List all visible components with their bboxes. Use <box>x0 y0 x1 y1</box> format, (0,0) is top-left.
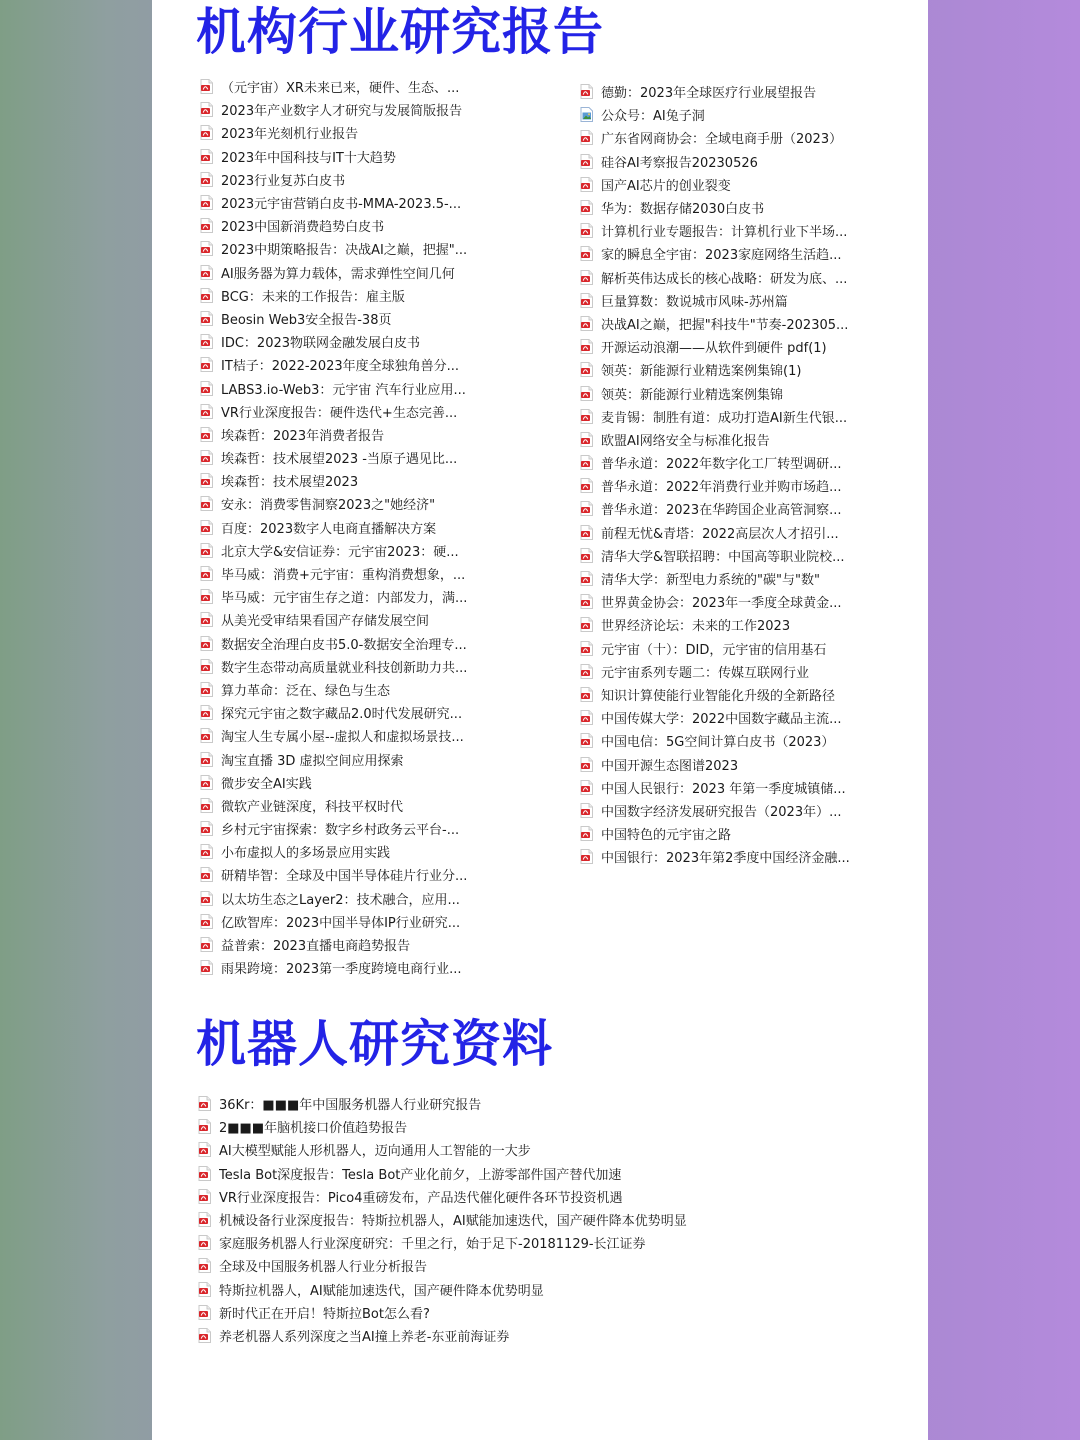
file-name: 知识计算使能行业智能化升级的全新路径 <box>601 688 836 704</box>
pdf-icon <box>200 914 213 929</box>
pdf-icon <box>200 520 213 535</box>
file-name: 2023中期策略报告：决战AI之巅，把握"... <box>221 243 468 259</box>
file-name: 小布虚拟人的多场景应用实践 <box>221 846 391 862</box>
file-list-left-item[interactable] <box>200 933 530 956</box>
file-list-right-item[interactable] <box>580 428 920 451</box>
file-name: 微步安全AI实践 <box>221 776 312 792</box>
file-list-left-item[interactable] <box>200 678 530 701</box>
file-name: 决战AI之巅，把握"科技牛"节奏-202305... <box>601 317 849 333</box>
file-name: 2023年产业数字人才研究与发展简版报告 <box>221 104 463 120</box>
pdf-icon <box>200 752 213 767</box>
file-name: 机械设备行业深度报告：特斯拉机器人，AI赋能加速迭代，国产硬件降本优势明显 <box>219 1214 687 1230</box>
file-name: 麦肯锡：制胜有道：成功打造AI新生代银... <box>601 410 848 426</box>
file-name: 前程无忧&青塔：2022高层次人才招引... <box>601 526 839 542</box>
pdf-icon <box>580 316 593 331</box>
file-name: 数字生态带动高质量就业科技创新助力共... <box>221 660 468 676</box>
pdf-icon <box>200 705 213 720</box>
file-list-robots-item[interactable] <box>198 1278 758 1301</box>
pdf-icon <box>200 125 213 140</box>
pdf-icon <box>580 826 593 841</box>
file-name: Tesla Bot深度报告：Tesla Bot产业化前夕，上游零部件国产替代加速 <box>219 1167 622 1183</box>
pdf-icon <box>198 1212 211 1227</box>
file-name: 算力革命：泛在、绿色与生态 <box>221 683 391 699</box>
file-name: 硅谷AI考察报告20230526 <box>601 155 758 171</box>
file-name: 特斯拉机器人，AI赋能加速迭代，国产硬件降本优势明显 <box>219 1283 544 1299</box>
file-list-right-item[interactable] <box>580 567 920 590</box>
file-list-robots-item[interactable] <box>198 1115 758 1138</box>
file-name: 巨量算数：数说城市风味-苏州篇 <box>601 294 788 310</box>
file-name: 埃森哲：技术展望2023 <box>221 475 359 491</box>
file-list-left-item[interactable] <box>200 887 530 910</box>
file-name: 国产AI芯片的创业裂变 <box>601 178 731 194</box>
pdf-icon <box>580 687 593 702</box>
pdf-icon <box>200 218 213 233</box>
file-list-right-item[interactable] <box>580 706 920 729</box>
file-list-right-item[interactable] <box>580 660 920 683</box>
file-name: 雨果跨境：2023第一季度跨境电商行业... <box>221 962 462 978</box>
pdf-icon <box>198 1096 211 1111</box>
file-name: 元宇宙系列专题二：传媒互联网行业 <box>601 665 810 681</box>
file-name: 北京大学&安信证券：元宇宙2023：硬... <box>221 544 459 560</box>
pdf-icon <box>200 427 213 442</box>
file-list-right-item[interactable] <box>580 103 920 126</box>
pdf-icon <box>200 636 213 651</box>
pdf-icon <box>580 594 593 609</box>
file-name: 中国人民银行：2023 年第一季度城镇储... <box>601 781 846 797</box>
file-list-left-item[interactable] <box>200 724 530 747</box>
file-name: 微软产业链深度，科技平权时代 <box>221 799 404 815</box>
file-list-right-item[interactable] <box>580 405 920 428</box>
pdf-icon <box>580 246 593 261</box>
file-name: 百度：2023数字人电商直播解决方案 <box>221 521 437 537</box>
pdf-icon <box>200 798 213 813</box>
file-list-right-item[interactable] <box>580 776 920 799</box>
pdf-icon <box>200 149 213 164</box>
file-list-robots-item[interactable] <box>198 1301 758 1324</box>
file-name: 全球及中国服务机器人行业分析报告 <box>219 1260 428 1276</box>
file-name: 普华永道：2022年消费行业并购市场趋... <box>601 480 842 496</box>
file-list-robots-item[interactable] <box>198 1208 758 1231</box>
pdf-icon <box>580 733 593 748</box>
file-list-left-item[interactable] <box>200 469 530 492</box>
file-list-right-item[interactable] <box>580 289 920 312</box>
file-name: 2023中国新消费趋势白皮书 <box>221 220 385 236</box>
file-name: 世界黄金协会：2023年一季度全球黄金... <box>601 596 842 612</box>
file-list-left-item[interactable] <box>200 562 530 585</box>
file-name: 2023年光刻机行业报告 <box>221 127 359 143</box>
pdf-icon <box>198 1305 211 1320</box>
file-list-robots-item[interactable] <box>198 1254 758 1277</box>
pdf-icon <box>580 154 593 169</box>
file-name: 计算机行业专题报告：计算机行业下半场... <box>601 225 848 241</box>
file-name: 从美光受审结果看国产存储发展空间 <box>221 614 430 630</box>
pdf-icon <box>580 362 593 377</box>
file-name: 开源运动浪潮——从软件到硬件 pdf(1) <box>601 341 827 357</box>
file-list-left-item[interactable] <box>200 585 530 608</box>
file-name: 益普索：2023直播电商趋势报告 <box>221 939 411 955</box>
file-list-right-item[interactable] <box>580 335 920 358</box>
pdf-icon <box>200 612 213 627</box>
pdf-icon <box>200 357 213 372</box>
file-name: 清华大学&智联招聘：中国高等职业院校... <box>601 549 845 565</box>
file-name: VR行业深度报告：Pico4重磅发布，产品迭代催化硬件各环节投资机遇 <box>219 1190 623 1206</box>
pdf-icon <box>200 543 213 558</box>
file-list-left-item[interactable] <box>200 330 530 353</box>
pdf-icon <box>580 617 593 632</box>
file-list-right-item[interactable] <box>580 173 920 196</box>
pdf-icon <box>200 334 213 349</box>
pdf-icon <box>580 501 593 516</box>
file-list-left-item[interactable] <box>200 237 530 260</box>
file-list-left-item[interactable] <box>200 446 530 469</box>
file-name: 普华永道：2022年数字化工厂转型调研... <box>601 457 842 473</box>
file-name: 元宇宙（十）：DID，元宇宙的信用基石 <box>601 642 827 658</box>
file-list-left-item[interactable] <box>200 145 530 168</box>
file-list-right-item[interactable] <box>580 242 920 265</box>
file-list-right-item[interactable] <box>580 521 920 544</box>
file-name: AI服务器为算力载体，需求弹性空间几何 <box>221 266 455 282</box>
file-name: 2023行业复苏白皮书 <box>221 173 346 189</box>
file-name: 世界经济论坛：未来的工作2023 <box>601 619 791 635</box>
file-list-left-item[interactable] <box>200 284 530 307</box>
pdf-icon <box>198 1328 211 1343</box>
file-list-right-item[interactable] <box>580 451 920 474</box>
file-list-robots <box>198 1092 758 1347</box>
file-list-robots-item[interactable] <box>198 1324 758 1347</box>
file-name: 欧盟AI网络安全与标准化报告 <box>601 433 770 449</box>
file-list-left-item[interactable] <box>200 492 530 515</box>
file-name: 2■■■年脑机接口价值趋势报告 <box>219 1121 408 1137</box>
pdf-icon <box>580 780 593 795</box>
pdf-icon <box>580 849 593 864</box>
file-name: 中国开源生态图谱2023 <box>601 758 739 774</box>
pdf-icon <box>580 525 593 540</box>
pdf-icon <box>200 937 213 952</box>
pdf-icon <box>580 478 593 493</box>
pdf-icon <box>580 803 593 818</box>
pdf-icon <box>200 195 213 210</box>
file-name: LABS3.io-Web3：元宇宙 汽车行业应用... <box>221 382 466 398</box>
file-name: 2023年中国科技与IT十大趋势 <box>221 150 396 166</box>
file-list-left-item[interactable] <box>200 539 530 562</box>
pdf-icon <box>580 664 593 679</box>
file-list-right <box>580 80 920 868</box>
file-name: 家庭服务机器人行业深度研究：千里之行，始于足下-20181129-长江证券 <box>219 1237 646 1253</box>
pdf-icon <box>198 1282 211 1297</box>
file-name: 中国银行：2023年第2季度中国经济金融... <box>601 851 850 867</box>
pdf-icon <box>200 404 213 419</box>
file-name: 中国数字经济发展研究报告（2023年）... <box>601 804 842 820</box>
file-list-left-item[interactable] <box>200 75 530 98</box>
file-list-left-item[interactable] <box>200 214 530 237</box>
file-name: AI大模型赋能人形机器人，迈向通用人工智能的一大步 <box>219 1144 531 1160</box>
pdf-icon <box>200 589 213 604</box>
file-name: 探究元宇宙之数字藏品2.0时代发展研究... <box>221 707 463 723</box>
pdf-icon <box>198 1258 211 1273</box>
file-list-right-item[interactable] <box>580 80 920 103</box>
file-name: 淘宝直播 3D 虚拟空间应用探索 <box>221 753 404 769</box>
file-list-right-item[interactable] <box>580 799 920 822</box>
file-list-right-item[interactable] <box>580 822 920 845</box>
image-file-icon <box>580 107 593 122</box>
file-name: 埃森哲：技术展望2023 -当原子遇见比... <box>221 452 458 468</box>
pdf-icon <box>200 844 213 859</box>
file-list-right-item[interactable] <box>580 683 920 706</box>
pdf-icon <box>580 409 593 424</box>
pdf-icon <box>200 473 213 488</box>
pdf-icon <box>200 102 213 117</box>
section-title-robot-research: 机器人研究资料 <box>196 1015 553 1073</box>
file-list-left-item[interactable] <box>200 701 530 724</box>
file-list-left <box>200 75 530 979</box>
file-name: 中国电信：5G空间计算白皮书（2023） <box>601 735 835 751</box>
file-list-left-item[interactable] <box>200 794 530 817</box>
file-list-left-item[interactable] <box>200 956 530 979</box>
file-list-left-item[interactable] <box>200 817 530 840</box>
file-name: 亿欧智库：2023中国半导体IP行业研究... <box>221 915 461 931</box>
file-list-robots-item[interactable] <box>198 1185 758 1208</box>
file-name: 新时代正在开启！特斯拉Bot怎么看? <box>219 1306 430 1322</box>
file-list-left-item[interactable] <box>200 121 530 144</box>
file-name: 解析英伟达成长的核心战略：研发为底、... <box>601 271 848 287</box>
file-name: 中国特色的元宇宙之路 <box>601 828 732 844</box>
file-list-right-item[interactable] <box>580 590 920 613</box>
file-name: 毕马威：消费+元宇宙：重构消费想象，... <box>221 568 466 584</box>
file-name: 2023元宇宙营销白皮书-MMA-2023.5-... <box>221 197 462 213</box>
file-name: 德勤：2023年全球医疗行业展望报告 <box>601 86 817 102</box>
file-list-right-item[interactable] <box>580 752 920 775</box>
pdf-icon <box>580 432 593 447</box>
file-list-left-item[interactable] <box>200 423 530 446</box>
file-list-right-item[interactable] <box>580 312 920 335</box>
file-list-left-item[interactable] <box>200 307 530 330</box>
file-list-left-item[interactable] <box>200 516 530 539</box>
file-name: IT桔子：2022-2023年度全球独角兽分... <box>221 359 460 375</box>
pdf-icon <box>580 571 593 586</box>
pdf-icon <box>200 891 213 906</box>
pdf-icon <box>200 960 213 975</box>
file-list-right-item[interactable] <box>580 544 920 567</box>
document-page <box>152 0 928 1440</box>
pdf-icon <box>580 270 593 285</box>
file-list-right-item[interactable] <box>580 497 920 520</box>
pdf-icon <box>200 775 213 790</box>
file-list-left-item[interactable] <box>200 400 530 423</box>
file-list-left-item[interactable] <box>200 863 530 886</box>
pdf-icon <box>580 710 593 725</box>
pdf-icon <box>580 130 593 145</box>
pdf-icon <box>198 1142 211 1157</box>
file-name: BCG：未来的工作报告：雇主版 <box>221 289 405 305</box>
file-name: 广东省网商协会：全域电商手册（2023） <box>601 132 843 148</box>
pdf-icon <box>200 172 213 187</box>
file-list-left-item[interactable] <box>200 771 530 794</box>
file-name: 埃森哲：2023年消费者报告 <box>221 428 385 444</box>
pdf-icon <box>200 659 213 674</box>
pdf-icon <box>580 84 593 99</box>
file-list-left-item[interactable] <box>200 608 530 631</box>
file-list-robots-item[interactable] <box>198 1231 758 1254</box>
file-name: 36Kr：■■■年中国服务机器人行业研究报告 <box>219 1098 482 1114</box>
file-list-left-item[interactable] <box>200 353 530 376</box>
pdf-icon <box>198 1119 211 1134</box>
pdf-icon <box>580 200 593 215</box>
file-name: 公众号：AI兔子洞 <box>601 109 705 125</box>
file-list-left-item[interactable] <box>200 747 530 770</box>
pdf-icon <box>200 79 213 94</box>
file-name: 清华大学：新型电力系统的"碳"与"数" <box>601 573 820 589</box>
file-name: VR行业深度报告：硬件迭代+生态完善... <box>221 405 458 421</box>
pdf-icon <box>200 728 213 743</box>
file-list-right-item[interactable] <box>580 358 920 381</box>
file-name: 安永：消费零售洞察2023之"她经济" <box>221 498 436 514</box>
pdf-icon <box>200 311 213 326</box>
pdf-icon <box>580 455 593 470</box>
file-list-right-item[interactable] <box>580 266 920 289</box>
file-name: 华为：数据存储2030白皮书 <box>601 202 765 218</box>
file-list-right-item[interactable] <box>580 613 920 636</box>
pdf-icon <box>200 821 213 836</box>
pdf-icon <box>580 293 593 308</box>
file-name: 数据安全治理白皮书5.0-数据安全治理专... <box>221 637 467 653</box>
file-name: 普华永道：2023在华跨国企业高管洞察... <box>601 503 842 519</box>
file-name: Beosin Web3安全报告-38页 <box>221 312 392 328</box>
file-list-left-item[interactable] <box>200 632 530 655</box>
file-list-left-item[interactable] <box>200 191 530 214</box>
file-name: （元宇宙）XR未来已来，硬件、生态、... <box>221 81 460 97</box>
file-name: 中国传媒大学：2022中国数字藏品主流... <box>601 712 842 728</box>
pdf-icon <box>200 682 213 697</box>
pdf-icon <box>580 339 593 354</box>
file-list-left-item[interactable] <box>200 840 530 863</box>
file-name: 乡村元宇宙探索：数字乡村政务云平台-... <box>221 823 460 839</box>
file-name: 淘宝人生专属小屋--虚拟人和虚拟场景技... <box>221 730 464 746</box>
file-list-right-item[interactable] <box>580 126 920 149</box>
pdf-icon <box>200 496 213 511</box>
file-list-right-item[interactable] <box>580 381 920 404</box>
file-list-right-item[interactable] <box>580 150 920 173</box>
pdf-icon <box>200 265 213 280</box>
pdf-icon <box>200 381 213 396</box>
pdf-icon <box>200 288 213 303</box>
file-list-right-item[interactable] <box>580 219 920 242</box>
file-list-robots-item[interactable] <box>198 1092 758 1115</box>
pdf-icon <box>580 757 593 772</box>
section-title-institution-reports: 机构行业研究报告 <box>196 3 604 61</box>
file-list-right-item[interactable] <box>580 729 920 752</box>
file-list-left-item[interactable] <box>200 655 530 678</box>
file-name: 领英：新能源行业精选案例集锦(1) <box>601 364 802 380</box>
pdf-icon <box>200 867 213 882</box>
file-list-robots-item[interactable] <box>198 1162 758 1185</box>
pdf-icon <box>580 223 593 238</box>
file-list-right-item[interactable] <box>580 845 920 868</box>
file-name: 研精毕智：全球及中国半导体硅片行业分... <box>221 869 468 885</box>
file-name: 家的瞬息全宇宙：2023家庭网络生活趋... <box>601 248 842 264</box>
file-list-left-item[interactable] <box>200 261 530 284</box>
file-list-right-item[interactable] <box>580 196 920 219</box>
file-list-right-item[interactable] <box>580 474 920 497</box>
pdf-icon <box>200 450 213 465</box>
pdf-icon <box>198 1235 211 1250</box>
pdf-icon <box>580 641 593 656</box>
file-list-right-item[interactable] <box>580 637 920 660</box>
pdf-icon <box>200 241 213 256</box>
file-name: IDC：2023物联网金融发展白皮书 <box>221 336 421 352</box>
file-list-left-item[interactable] <box>200 910 530 933</box>
file-name: 养老机器人系列深度之当AI撞上养老-东亚前海证券 <box>219 1329 510 1345</box>
pdf-icon <box>580 386 593 401</box>
pdf-icon <box>198 1189 211 1204</box>
pdf-icon <box>580 548 593 563</box>
file-name: 领英：新能源行业精选案例集锦 <box>601 387 784 403</box>
file-name: 以太坊生态之Layer2：技术融合，应用... <box>221 892 460 908</box>
pdf-icon <box>198 1166 211 1181</box>
file-list-left-item[interactable] <box>200 98 530 121</box>
file-list-left-item[interactable] <box>200 168 530 191</box>
pdf-icon <box>580 177 593 192</box>
pdf-icon <box>200 566 213 581</box>
file-list-left-item[interactable] <box>200 376 530 399</box>
file-list-robots-item[interactable] <box>198 1138 758 1161</box>
file-name: 毕马威：元宇宙生存之道：内部发力，满... <box>221 591 468 607</box>
